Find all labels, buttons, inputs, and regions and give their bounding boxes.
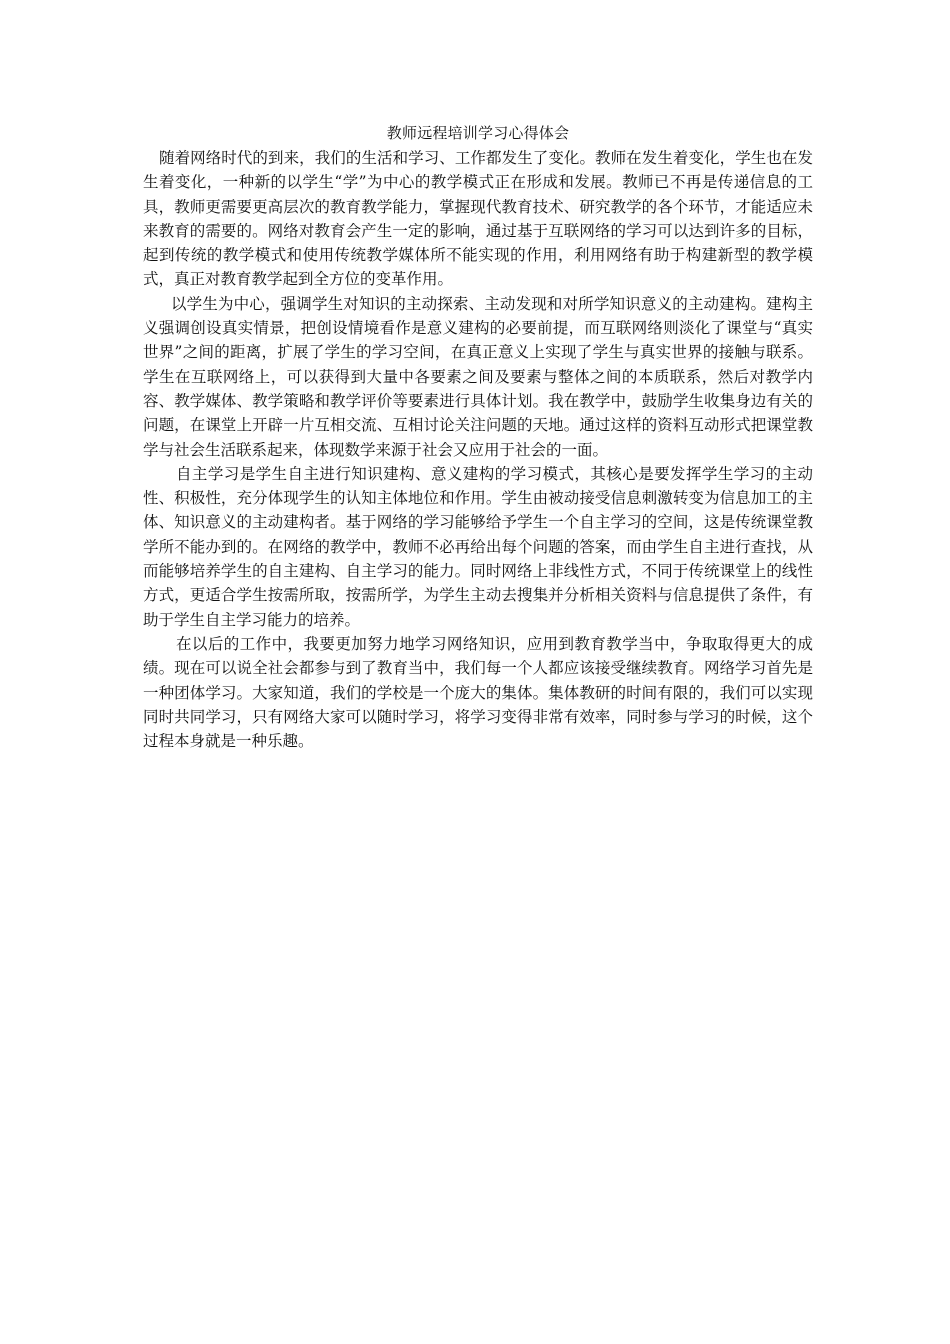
paragraph-3: 自主学习是学生自主进行知识建构、意义建构的学习模式，其核心是要发挥学生学习的主动性、积极性，充分体现学生的认知主体地位和作用。学生由被动接受信息刺激转变为信息加工的主体、知识意义的主动建构者。基于网络的学习能够给予学生一个自主学习的空间，这是传统课堂教学所不能办到的。在网络的教学中，教师不必再给出每个问题的答案，而由学生自主进行查找，从而能够培养学生的自主建构、自主学习的能力。同时网络上非线性方式，不同于传统课堂上的线性方式，更适合学生按需所取，按需所学，为学生主动去搜集并分析相关资料与信息提供了条件，有助于学生自主学习能力的培养。 xyxy=(143,464,813,629)
paragraph-2: 以学生为中心，强调学生对知识的主动探索、主动发现和对所学知识意义的主动建构。建构主义强调创设真实情景，把创设情境看作是意义建构的必要前提，而互联网络则淡化了课堂与“真实世界”之间的距离，扩展了学生的学习空间，在真正意义上实现了学生与真实世界的接触与联系。学生在互联网络上，可以获得到大量中各要素之间及要素与整体之间的本质联系，然后对教学内容、教学媒体、教学策略和教学评价等要素进行具体计划。我在教学中，鼓励学生收集身边有关的问题，在课堂上开辟一片互相交流、互相讨论关注问题的天地。通过这样的资料互动形式把课堂教学与社会生活联系起来，体现数学来源于社会又应用于社会的一面。 xyxy=(143,294,813,459)
paragraph-4: 在以后的工作中，我要更加努力地学习网络知识，应用到教育教学当中，争取取得更大的成绩。现在可以说全社会都参与到了教育当中，我们每一个人都应该接受继续教育。网络学习首先是一种团体学习。大家知道，我们的学校是一个庞大的集体。集体教研的时间有限的，我们可以实现同时共同学习，只有网络大家可以随时学习，将学习变得非常有效率，同时参与学习的时候，这个过程本身就是一种乐趣。 xyxy=(143,634,813,751)
document-body xyxy=(143,121,813,753)
document-title: 教师远程培训学习心得体会 xyxy=(386,124,570,142)
paragraph-1: 随着网络时代的到来，我们的生活和学习、工作都发生了变化。教师在发生着变化，学生也在发生着变化，一种新的以学生“学”为中心的教学模式正在形成和发展。教师已不再是传递信息的工具，教师更需要更高层次的教育教学能力，掌握现代教育技术、研究教学的各个环节，才能适应未来教育的需要的。网络对教育会产生一定的影响，通过基于互联网络的学习可以达到许多的目标，起到传统的教学模式和使用传统教学媒体所不能实现的作用，利用网络有助于构建新型的教学模式，真正对教育教学起到全方位的变革作用。 xyxy=(143,149,813,289)
